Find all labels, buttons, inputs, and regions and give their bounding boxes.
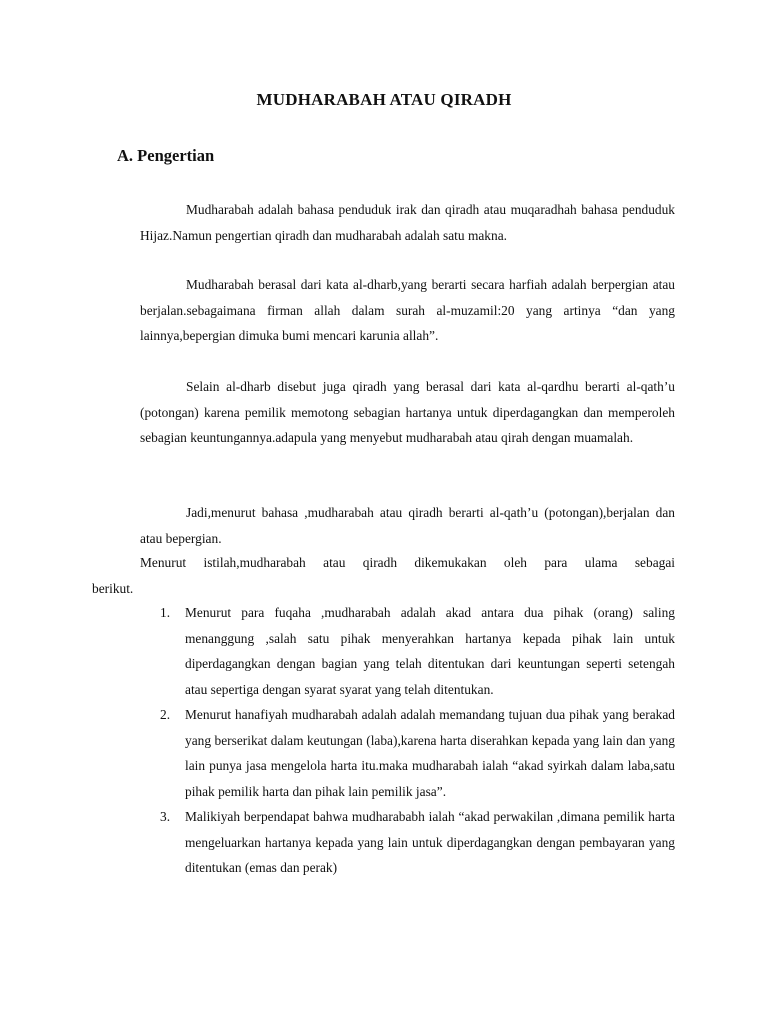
list-item [160, 702, 675, 804]
list-item [160, 804, 675, 881]
list-number: 2. [160, 707, 171, 722]
list-number: 1. [160, 605, 171, 620]
paragraph-summary: Jadi,menurut bahasa ,mudharabah atau qiradh berarti al-qath’u (potongan),berjalan dan atau bepergian. [140, 505, 675, 546]
list-item-text: Menurut para fuqaha ,mudharabah adalah akad antara dua pihak (orang) saling menanggung ,salah satu pihak menyerahkan hartanya kepada pihak lain untuk diperdagangkan dengan bagian yang telah ditentukan dari keuntungan seperti setengah atau sepertiga dengan syarat syarat yang telah ditentukan. [185, 605, 675, 697]
paragraph-etymology-region: Mudharabah adalah bahasa penduduk irak dan qiradh atau muqaradhah bahasa penduduk Hijaz.Namun pengertian qiradh dan mudharabah adalah satu makna. [140, 202, 675, 243]
page-title: MUDHARABAH ATAU QIRADH [256, 90, 512, 109]
paragraph-al-dharb: Mudharabah berasal dari kata al-dharb,yang berarti secara harfiah adalah berpergian atau berjalan.sebagaimana firman allah dalam surah al-muzamil:20 yang artinya “dan yang lainnya,bepergian dimuka bumi mencari karunia allah”. [140, 277, 675, 343]
paragraph-qiradh: Selain al-dharb disebut juga qiradh yang berasal dari kata al-qardhu berarti al-qath’u (potongan) karena pemilik memotong sebagian hartanya untuk diperdagangkan dan memperoleh sebagian keuntungannya.adapula yang menyebut mudharabah atau qirah dengan muamalah. [140, 379, 675, 445]
list-item [160, 600, 675, 702]
definition-list [160, 600, 675, 881]
istilah-continuation: berikut. [92, 580, 134, 596]
list-number: 3. [160, 809, 171, 824]
section-heading: A. Pengertian [117, 146, 215, 165]
list-item-text: Malikiyah berpendapat bahwa mudharababh ialah “akad perwakilan ,dimana pemilik harta mengeluarkan hartanya kepada yang lain untuk diperdagangkan dengan pembayaran yang ditentukan (emas dan perak) [185, 809, 675, 875]
list-item-text: Menurut hanafiyah mudharabah adalah adalah memandang tujuan dua pihak yang berakad yang berserikat dalam keutungan (laba),karena harta diserahkan kepada yang lain dan yang lain punya jasa mengelola harta itu.maka mudharabah ialah “akad syirkah dalam laba,satu pihak pemilik harta dan pihak lain pemilik jasa”. [185, 707, 675, 799]
istilah-first-line: Menurut istilah,mudharabah atau qiradh dikemukakan oleh para ulama sebagai [140, 555, 675, 570]
paragraph-istilah [92, 550, 675, 601]
